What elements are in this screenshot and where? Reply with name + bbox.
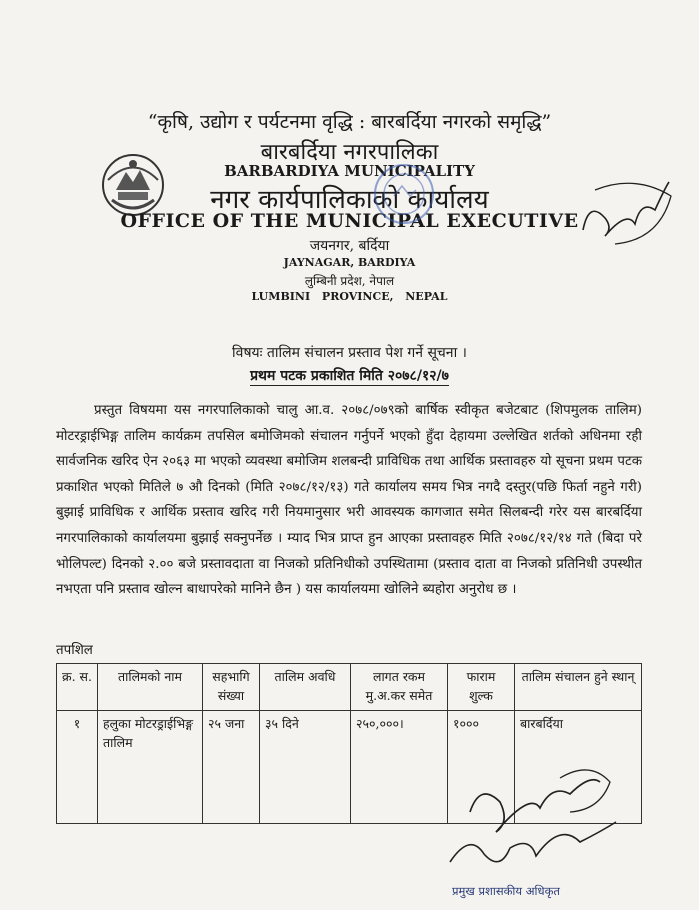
table-header: तालिम अवधि xyxy=(260,664,351,711)
municipality-name-np: बारबर्दिया नगरपालिका xyxy=(260,140,439,165)
notice-body-text: प्रस्तुत विषयमा यस नगरपालिकाको चालु आ.व. २०७८/०७९को बार्षिक स्वीकृत बजेटबाट (शिपमुलक तालिम) मोटरड्राईभिङ्ग तालिम कार्यक्रम तपसिल बमोजिमको संचालन गर्नुपर्ने भएको हुँदा देहायमा उल्लेखित शर्तको अधिनमा रही सार्वजनिक खरिद ऐन २०६३ मा भएको व्यवस्था बमोजिम शलबन्दी प्राविधिक तथा आर्थिक प्रस्तावहरु यो सूचना प्रथम पटक प्रकाशित भएको मितिले ७ औ दिनको (मिति २०७८/१२/१३) गते कार्यालय समय भित्र नगदै दस्तुर(पछि फिर्ता नहुने गरी) बुझाई प्राविधिक र आर्थिक प्रस्ताव खरिद गरी नियमानुसार भरी आवस्यक कागजात समेत सिलबन्दी गरेर यस बारबर्दिया नगरपालिकाको कार्यालयमा बुझाई सक्नुपर्नेछ । म्याद भित्र प्राप्त हुन आएका प्रस्तावहरु मिति २०७८/१२/१४ गते (बिदा परे भोलिपल्ट) दिनको २.०० बजे प्रस्तावदाता वा निजको प्रतिनिधीको उपस्थितामा (प्रस्ताव दाता वा निजको प्रतिनिधी उपस्थीत नभएता पनि प्रस्ताव खोल्न बाधापरेको मानिने छैन ) यस कार्यालयमा खोलिने ब्यहोरा अनुरोध छ । xyxy=(56,403,642,598)
address-en: JAYNAGAR, BARDIYA xyxy=(283,256,416,269)
published-date xyxy=(0,366,699,385)
table-cell: १००० xyxy=(448,711,515,824)
officer-title: प्रमुख प्रशासकीय अधिकृत xyxy=(452,884,560,898)
table-cell: ३५ दिने xyxy=(260,711,351,824)
province-np: लुम्बिनी प्रदेश, नेपाल xyxy=(304,274,395,288)
published-date-text: प्रथम पटक प्रकाशित मिति २०७८/१२/७ xyxy=(250,368,449,384)
table-cell: बारबर्दिया xyxy=(515,711,642,824)
table-header: सहभागि संख्या xyxy=(203,664,260,711)
province-en: LUMBINI PROVINCE, NEPAL xyxy=(251,290,448,303)
motto: “कृषि, उद्योग र पर्यटनमा वृद्धि : बारबर्दिया नगरको समृद्धि” xyxy=(147,111,552,133)
signature-top-icon xyxy=(575,170,675,250)
notice-body xyxy=(56,398,642,603)
table-cell: २५ जना xyxy=(203,711,260,824)
table-cell: २५०,०००। xyxy=(351,711,448,824)
table-cell: १ xyxy=(57,711,98,824)
table-header: तालिमको नाम xyxy=(98,664,203,711)
office-name-np: नगर कार्यपालिकाको कार्यालय xyxy=(210,185,489,215)
table-header: क्र. स. xyxy=(57,664,98,711)
table-header: तालिम संचालन हुने स्थान् xyxy=(515,664,642,711)
notice-subject: विषयः तालिम संचालन प्रस्ताव पेश गर्ने सूचना । xyxy=(232,345,467,361)
municipality-name-en: BARBARDIYA MUNICIPALITY xyxy=(224,162,475,180)
table-header: लागत रकम मु.अ.कर समेत xyxy=(351,664,448,711)
table-cell: हलुका मोटरड्राईभिङ्ग तालिम xyxy=(98,711,203,824)
office-name-en: OFFICE OF THE MUNICIPAL EXECUTIVE xyxy=(120,210,579,232)
table-header-row xyxy=(57,664,642,711)
tapasil-label: तपशिल xyxy=(56,643,93,658)
signature-bottom-icon xyxy=(440,762,640,887)
address-np: जयनगर, बर्दिया xyxy=(309,238,390,254)
office-seal-stamp-icon xyxy=(372,162,436,226)
table-header: फाराम शुल्क xyxy=(448,664,515,711)
